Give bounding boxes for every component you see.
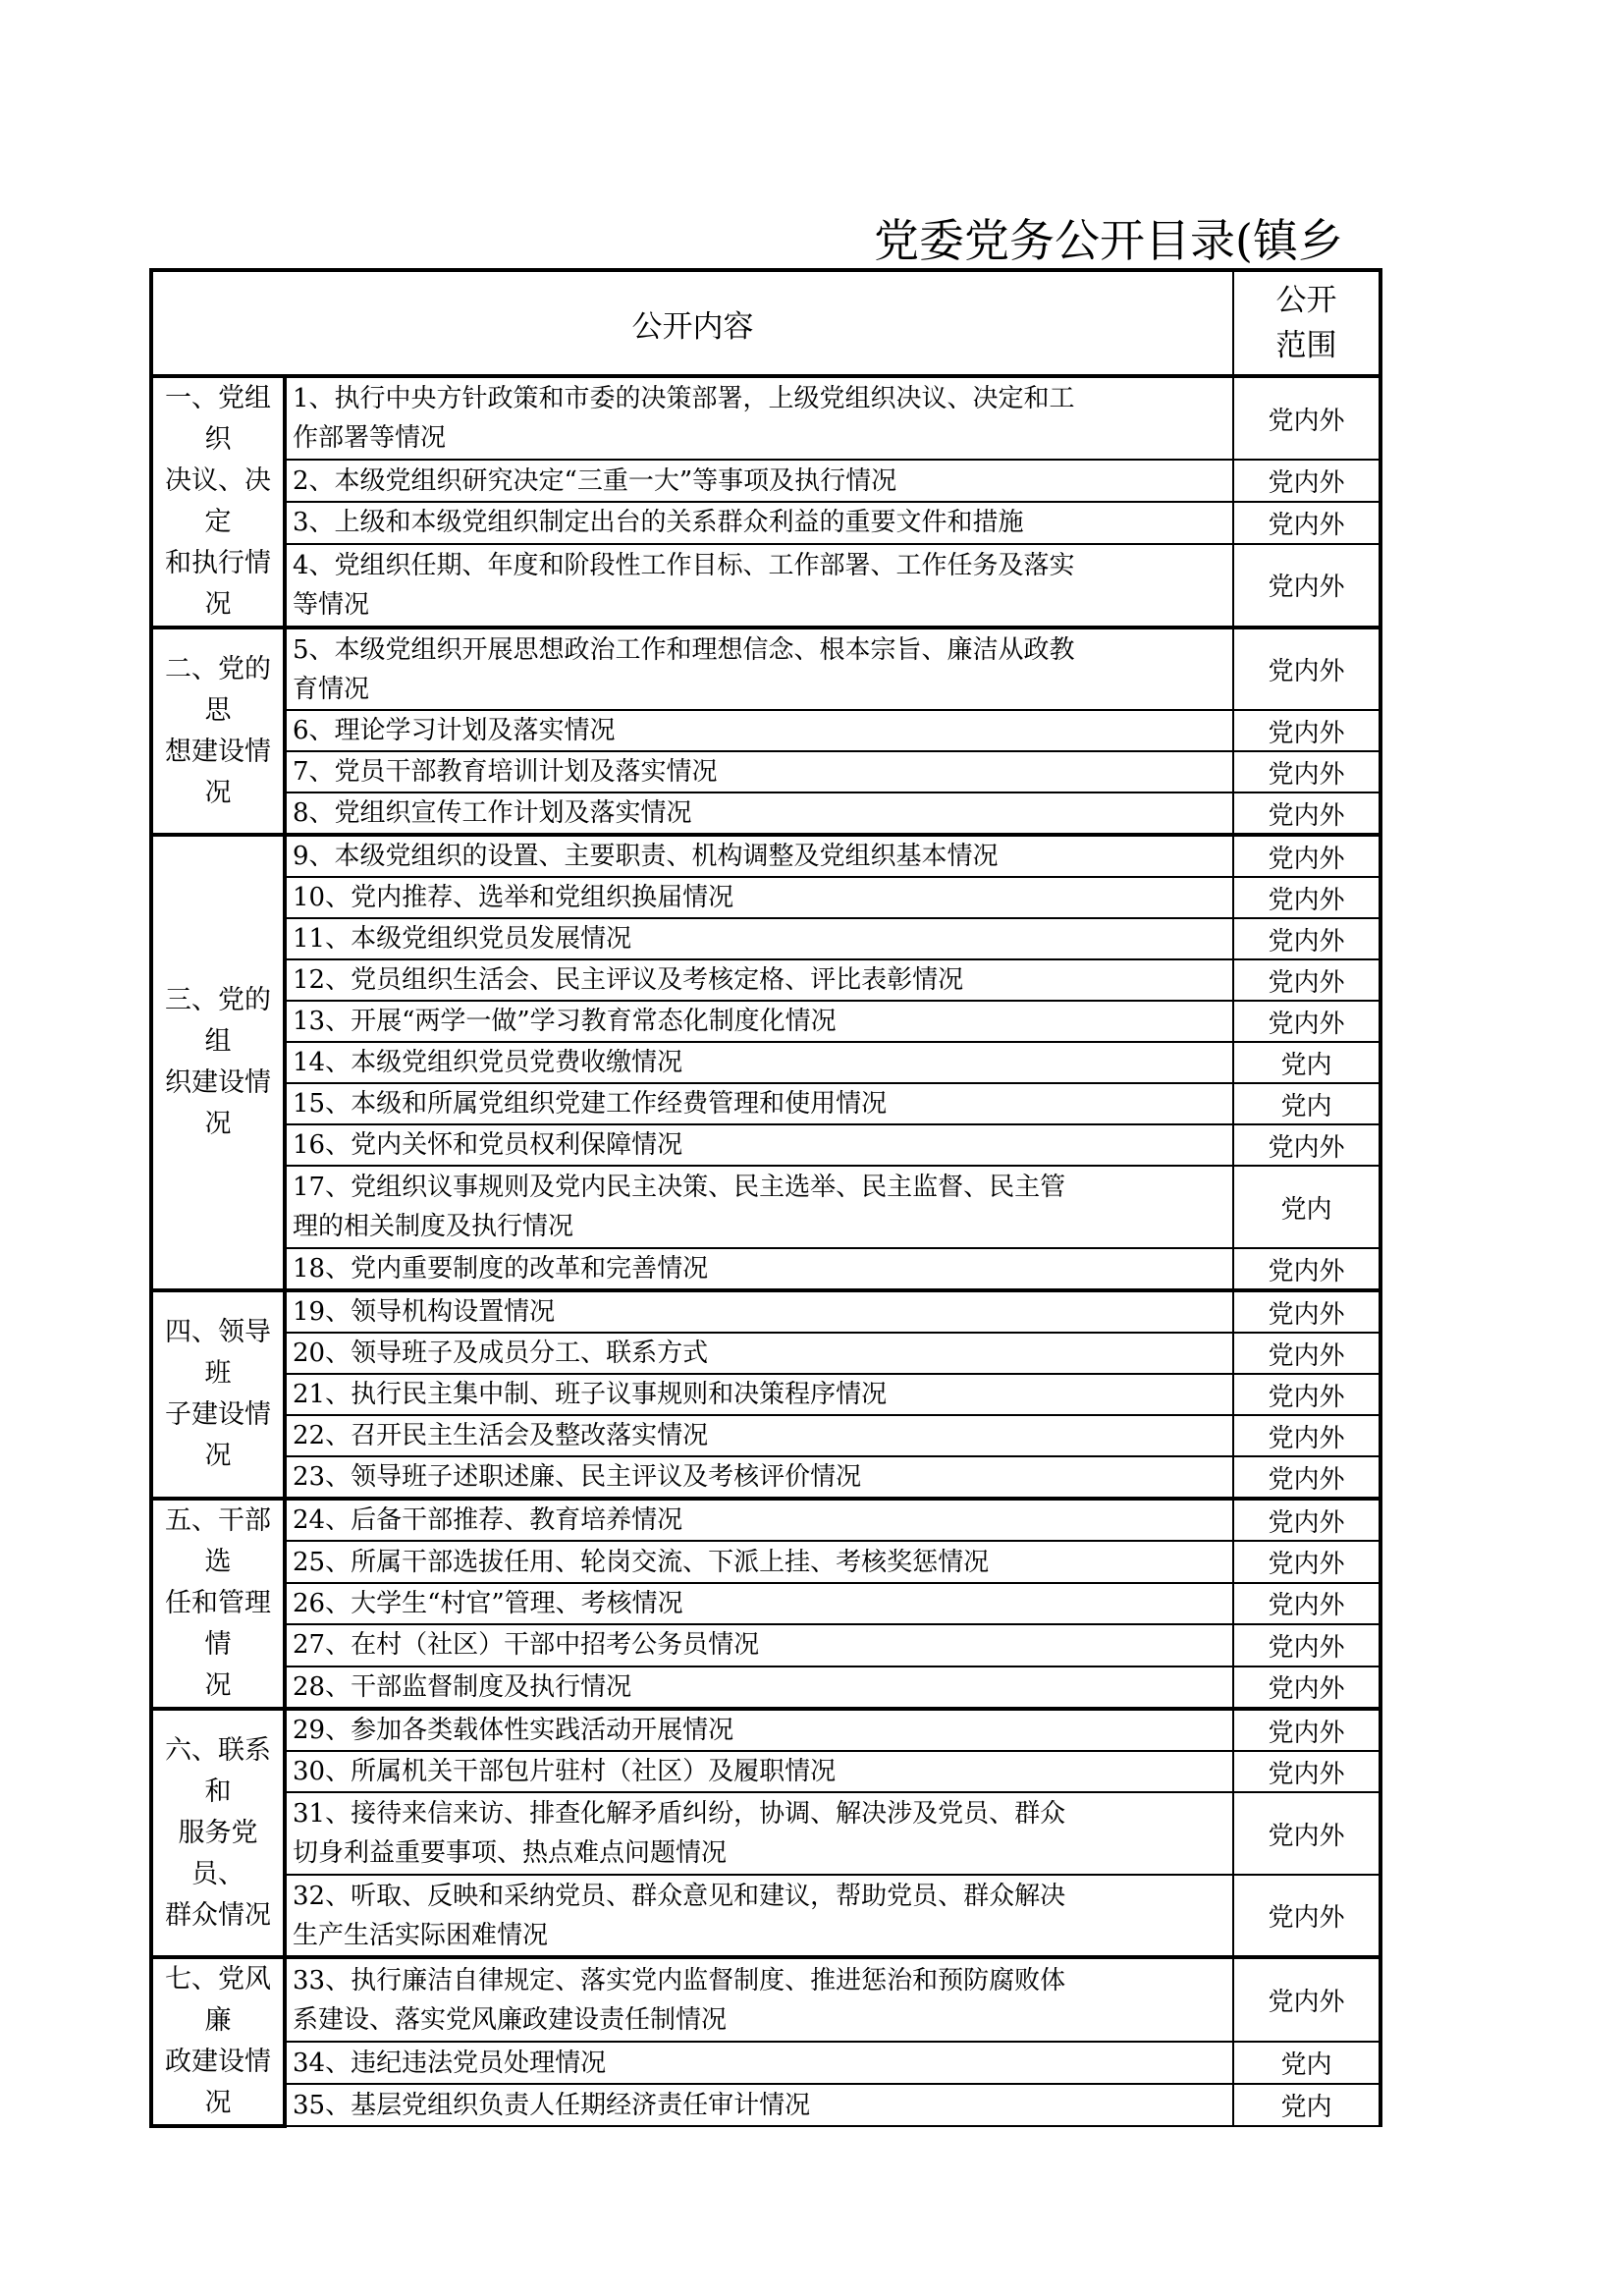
table-row bbox=[151, 1456, 1380, 1499]
table-row bbox=[151, 2042, 1380, 2084]
content-cell: 2、本级党组织研究决定“三重一大”等事项及执行情况 bbox=[285, 460, 1233, 502]
content-line: 33、执行廉洁自律规定、落实党内监督制度、推进惩治和预防腐败体 bbox=[293, 1965, 1066, 1995]
category-line: 三、党的组 bbox=[165, 985, 271, 1057]
scope-cell: 党内外 bbox=[1233, 918, 1380, 959]
table-row bbox=[151, 1624, 1380, 1666]
table-row bbox=[151, 1001, 1380, 1042]
table-row bbox=[151, 1248, 1380, 1290]
content-line: 5、本级党组织开展思想政治工作和理想信念、根本宗旨、廉洁从政教 bbox=[293, 634, 1075, 665]
content-cell bbox=[285, 376, 1233, 460]
scope-cell: 党内外 bbox=[1233, 1415, 1380, 1456]
content-cell bbox=[285, 1957, 1233, 2042]
table-row bbox=[151, 792, 1380, 835]
header-scope-line: 范围 bbox=[1275, 328, 1337, 363]
category-line: 群众情况 bbox=[165, 1899, 271, 1931]
content-cell: 19、领导机构设置情况 bbox=[285, 1290, 1233, 1333]
scope-cell: 党内 bbox=[1233, 1042, 1380, 1083]
table-row bbox=[151, 502, 1380, 544]
table-row bbox=[151, 1124, 1380, 1166]
content-cell: 15、本级和所属党组织党建工作经费管理和使用情况 bbox=[285, 1083, 1233, 1124]
content-line: 理的相关制度及执行情况 bbox=[293, 1212, 574, 1241]
scope-cell: 党内外 bbox=[1233, 1875, 1380, 1957]
scope-cell: 党内外 bbox=[1233, 751, 1380, 792]
scope-cell: 党内外 bbox=[1233, 544, 1380, 628]
category-line: 织建设情况 bbox=[165, 1067, 271, 1139]
table-row bbox=[151, 1751, 1380, 1792]
category-cell bbox=[151, 835, 285, 1290]
table-row bbox=[151, 1541, 1380, 1582]
content-cell: 28、干部监督制度及执行情况 bbox=[285, 1667, 1233, 1709]
scope-cell: 党内外 bbox=[1233, 835, 1380, 877]
content-cell: 7、党员干部教育培训计划及落实情况 bbox=[285, 751, 1233, 792]
category-line: 四、领导班 bbox=[165, 1317, 271, 1389]
content-cell: 14、本级党组织党员党费收缴情况 bbox=[285, 1042, 1233, 1083]
scope-cell: 党内外 bbox=[1233, 502, 1380, 544]
scope-cell: 党内外 bbox=[1233, 1124, 1380, 1166]
scope-cell: 党内外 bbox=[1233, 1541, 1380, 1582]
table-row bbox=[151, 1042, 1380, 1083]
content-cell: 35、基层党组织负责人任期经济责任审计情况 bbox=[285, 2084, 1233, 2126]
scope-cell: 党内外 bbox=[1233, 1792, 1380, 1875]
table-row bbox=[151, 1333, 1380, 1374]
scope-cell: 党内外 bbox=[1233, 1001, 1380, 1042]
table-row bbox=[151, 918, 1380, 959]
content-cell bbox=[285, 628, 1233, 710]
table-row bbox=[151, 376, 1380, 460]
category-cell bbox=[151, 628, 285, 835]
content-cell: 10、党内推荐、选举和党组织换届情况 bbox=[285, 877, 1233, 918]
content-cell: 26、大学生“村官”管理、考核情况 bbox=[285, 1583, 1233, 1624]
document-title: 党委党务公开目录(镇乡 bbox=[874, 214, 1343, 267]
table-row bbox=[151, 877, 1380, 918]
table-row bbox=[151, 1499, 1380, 1541]
category-line: 二、党的思 bbox=[165, 653, 271, 726]
scope-cell: 党内外 bbox=[1233, 1248, 1380, 1290]
content-cell bbox=[285, 1875, 1233, 1957]
table-body bbox=[151, 270, 1380, 2126]
scope-cell: 党内外 bbox=[1233, 1374, 1380, 1415]
category-line: 子建设情况 bbox=[165, 1399, 271, 1471]
table-row bbox=[151, 1083, 1380, 1124]
scope-cell: 党内外 bbox=[1233, 1333, 1380, 1374]
category-line: 服务党员、 bbox=[178, 1817, 258, 1889]
content-line: 1、执行中央方针政策和市委的决策部署，上级党组织决议、决定和工 bbox=[293, 384, 1075, 414]
content-cell bbox=[285, 1792, 1233, 1875]
header-scope-line: 公开 bbox=[1275, 283, 1337, 318]
scope-cell: 党内外 bbox=[1233, 792, 1380, 835]
scope-cell: 党内外 bbox=[1233, 1957, 1380, 2042]
category-cell bbox=[151, 1499, 285, 1709]
scope-cell: 党内外 bbox=[1233, 1290, 1380, 1333]
scope-cell: 党内 bbox=[1233, 1166, 1380, 1248]
content-cell bbox=[285, 544, 1233, 628]
content-cell: 20、领导班子及成员分工、联系方式 bbox=[285, 1333, 1233, 1374]
category-line: 五、干部选 bbox=[165, 1505, 271, 1577]
category-line: 决议、决定 bbox=[165, 465, 271, 537]
content-cell: 13、开展“两学一做”学习教育常态化制度化情况 bbox=[285, 1001, 1233, 1042]
content-cell: 6、理论学习计划及落实情况 bbox=[285, 710, 1233, 751]
content-cell: 12、党员组织生活会、民主评议及考核定格、评比表彰情况 bbox=[285, 959, 1233, 1001]
table-row bbox=[151, 2084, 1380, 2126]
header-row bbox=[151, 270, 1380, 376]
category-line: 一、党组织 bbox=[165, 383, 271, 455]
scope-cell: 党内 bbox=[1233, 1083, 1380, 1124]
disclosure-table bbox=[149, 268, 1382, 2128]
scope-cell: 党内外 bbox=[1233, 1624, 1380, 1666]
scope-cell: 党内外 bbox=[1233, 460, 1380, 502]
table-row bbox=[151, 460, 1380, 502]
category-line: 和执行情况 bbox=[165, 548, 271, 620]
content-cell: 27、在村（社区）干部中招考公务员情况 bbox=[285, 1624, 1233, 1666]
content-line: 31、接待来信来访、排查化解矛盾纠纷，协调、解决涉及党员、群众 bbox=[293, 1799, 1066, 1829]
table-row bbox=[151, 710, 1380, 751]
table-row bbox=[151, 835, 1380, 877]
content-cell: 9、本级党组织的设置、主要职责、机构调整及党组织基本情况 bbox=[285, 835, 1233, 877]
content-cell: 18、党内重要制度的改革和完善情况 bbox=[285, 1248, 1233, 1290]
content-line: 作部署等情况 bbox=[293, 423, 447, 454]
category-cell bbox=[151, 376, 285, 628]
content-cell bbox=[285, 1166, 1233, 1248]
header-scope-text bbox=[1234, 278, 1379, 368]
scope-cell: 党内外 bbox=[1233, 376, 1380, 460]
content-line: 育情况 bbox=[293, 674, 370, 704]
scope-cell: 党内外 bbox=[1233, 628, 1380, 710]
content-line: 32、听取、反映和采纳党员、群众意见和建议，帮助党员、群众解决 bbox=[293, 1881, 1066, 1911]
content-cell: 16、党内关怀和党员权利保障情况 bbox=[285, 1124, 1233, 1166]
content-line: 4、党组织任期、年度和阶段性工作目标、工作部署、工作任务及落实 bbox=[293, 550, 1075, 580]
content-cell: 22、召开民主生活会及整改落实情况 bbox=[285, 1415, 1233, 1456]
content-line: 17、党组织议事规则及党内民主决策、民主选举、民主监督、民主管 bbox=[293, 1173, 1066, 1202]
content-line: 等情况 bbox=[293, 589, 370, 620]
scope-cell: 党内 bbox=[1233, 2084, 1380, 2126]
content-cell: 11、本级党组织党员发展情况 bbox=[285, 918, 1233, 959]
scope-cell: 党内外 bbox=[1233, 1456, 1380, 1499]
table-row bbox=[151, 1792, 1380, 1875]
table-row bbox=[151, 751, 1380, 792]
content-cell: 24、后备干部推荐、教育培养情况 bbox=[285, 1499, 1233, 1541]
category-line: 况 bbox=[204, 1670, 232, 1701]
table-row bbox=[151, 1957, 1380, 2042]
content-cell: 30、所属机关干部包片驻村（社区）及履职情况 bbox=[285, 1751, 1233, 1792]
table-row bbox=[151, 1290, 1380, 1333]
scope-cell: 党内外 bbox=[1233, 1751, 1380, 1792]
content-cell: 23、领导班子述职述廉、民主评议及考核评价情况 bbox=[285, 1456, 1233, 1499]
category-cell bbox=[151, 1709, 285, 1957]
table-row bbox=[151, 544, 1380, 628]
scope-cell: 党内外 bbox=[1233, 959, 1380, 1001]
category-cell bbox=[151, 1957, 285, 2126]
content-cell: 25、所属干部选拔任用、轮岗交流、下派上挂、考核奖惩情况 bbox=[285, 1541, 1233, 1582]
scope-cell: 党内外 bbox=[1233, 710, 1380, 751]
table-row bbox=[151, 1415, 1380, 1456]
scope-cell: 党内外 bbox=[1233, 1667, 1380, 1709]
scope-cell: 党内 bbox=[1233, 2042, 1380, 2084]
content-cell: 21、执行民主集中制、班子议事规则和决策程序情况 bbox=[285, 1374, 1233, 1415]
content-line: 生产生活实际困难情况 bbox=[293, 1920, 549, 1950]
content-cell: 29、参加各类载体性实践活动开展情况 bbox=[285, 1709, 1233, 1751]
category-line: 想建设情况 bbox=[165, 736, 271, 808]
content-line: 系建设、落实党风廉政建设责任制情况 bbox=[293, 2004, 728, 2035]
table-row bbox=[151, 1709, 1380, 1751]
scope-cell: 党内外 bbox=[1233, 877, 1380, 918]
content-cell: 3、上级和本级党组织制定出台的关系群众利益的重要文件和措施 bbox=[285, 502, 1233, 544]
table-row bbox=[151, 1583, 1380, 1624]
table-row bbox=[151, 1667, 1380, 1709]
scope-cell: 党内外 bbox=[1233, 1583, 1380, 1624]
scope-cell: 党内外 bbox=[1233, 1709, 1380, 1751]
category-line: 政建设情况 bbox=[165, 2047, 271, 2118]
category-line: 七、党风廉 bbox=[165, 1964, 271, 2036]
table-row bbox=[151, 1166, 1380, 1248]
category-line: 六、联系和 bbox=[165, 1734, 271, 1807]
scope-cell: 党内外 bbox=[1233, 1499, 1380, 1541]
header-content: 公开内容 bbox=[151, 270, 1233, 376]
content-cell: 8、党组织宣传工作计划及落实情况 bbox=[285, 792, 1233, 835]
table-row bbox=[151, 959, 1380, 1001]
table-row bbox=[151, 1875, 1380, 1957]
table-row bbox=[151, 1374, 1380, 1415]
content-line: 切身利益重要事项、热点难点问题情况 bbox=[293, 1838, 728, 1868]
category-cell bbox=[151, 1290, 285, 1499]
table-row bbox=[151, 628, 1380, 710]
content-cell: 34、违纪违法党员处理情况 bbox=[285, 2042, 1233, 2084]
category-line: 任和管理情 bbox=[165, 1588, 271, 1660]
header-scope bbox=[1233, 270, 1380, 376]
